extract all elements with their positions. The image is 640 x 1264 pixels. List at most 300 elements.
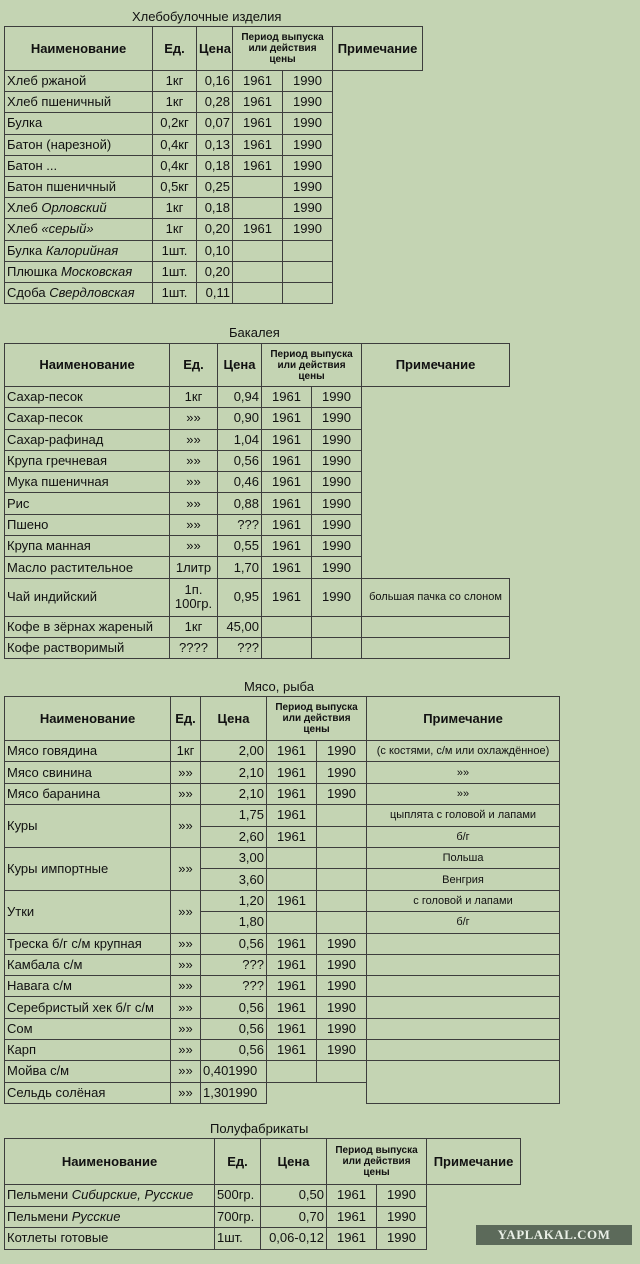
table-row <box>5 976 560 997</box>
item-period-to: 1990 <box>312 450 362 471</box>
item-unit: »» <box>171 762 201 783</box>
item-name <box>5 557 170 578</box>
item-unit: 1шт. <box>153 240 197 261</box>
item-name <box>5 240 153 261</box>
header-name: Наименование <box>5 27 153 71</box>
item-period-to <box>317 890 367 911</box>
item-period-from <box>233 176 283 197</box>
item-period-from: 1961 <box>267 890 317 911</box>
item-unit: »» <box>170 450 218 471</box>
item-unit: ???? <box>170 637 218 658</box>
table-row <box>5 1061 560 1082</box>
item-name <box>5 71 153 92</box>
header-name: Наименование <box>5 697 171 741</box>
item-name-text: Кофе растворимый <box>7 640 125 656</box>
item-period-from: 1961 <box>262 514 312 535</box>
item-name: Треска б/г с/м крупная <box>5 933 171 954</box>
item-unit: 1кг <box>153 92 197 113</box>
item-unit: »» <box>171 997 201 1018</box>
item-period-from: 1961 <box>262 493 312 514</box>
item-note: »» <box>367 762 560 783</box>
table-row <box>5 616 510 637</box>
item-name: Камбала с/м <box>5 954 171 975</box>
item-name <box>5 429 170 450</box>
item-period-to: 1990 <box>312 472 362 493</box>
item-price: 0,401990 <box>201 1061 267 1082</box>
item-period-from: 1961 <box>233 134 283 155</box>
item-name <box>5 155 153 176</box>
table-row <box>5 1040 560 1061</box>
table-row <box>5 890 560 911</box>
item-period-from: 1961 <box>267 762 317 783</box>
item-period-to: 1990 <box>377 1185 427 1207</box>
item-name-text: Булка <box>7 242 46 258</box>
item-price: 0,90 <box>218 408 262 429</box>
item-period-to <box>317 805 367 826</box>
item-unit: »» <box>171 805 201 848</box>
item-name-text: Батон (нарезной) <box>7 136 112 152</box>
empty-area <box>267 1082 367 1103</box>
item-period-to: 1990 <box>312 408 362 429</box>
table-row <box>5 933 560 954</box>
item-name <box>5 134 153 155</box>
item-period-to: 1990 <box>377 1228 427 1250</box>
table-row <box>5 997 560 1018</box>
item-period-to: 1990 <box>312 387 362 408</box>
item-period-to: 1990 <box>317 976 367 997</box>
item-period-to: 1990 <box>283 134 333 155</box>
item-period-merged-2 <box>317 1061 367 1082</box>
item-unit: »» <box>170 536 218 557</box>
item-period-to: 1990 <box>317 1018 367 1039</box>
table-row <box>5 783 560 804</box>
item-name <box>5 578 170 616</box>
header-price: Цена <box>261 1139 327 1185</box>
item-name <box>5 176 153 197</box>
item-unit: 0,4кг <box>153 134 197 155</box>
item-name-italic: Калорийная <box>45 242 119 258</box>
item-period-to <box>283 282 333 303</box>
item-price: ??? <box>201 954 267 975</box>
item-unit: »» <box>171 1018 201 1039</box>
item-price: 0,56 <box>201 1040 267 1061</box>
item-price: 0,10 <box>197 240 233 261</box>
item-price: 0,88 <box>218 493 262 514</box>
item-name <box>5 387 170 408</box>
header-period: Период выпуска или действия цены <box>267 697 367 741</box>
item-name-text: Крупа гречневая <box>7 453 108 469</box>
item-price: 0,28 <box>197 92 233 113</box>
item-unit: »» <box>171 847 201 890</box>
item-name: Куры импортные <box>5 847 171 890</box>
item-price: 0,56 <box>201 933 267 954</box>
table-row <box>5 637 510 658</box>
item-unit: 1п. 100гр. <box>170 578 218 616</box>
item-name-text: Сахар-песок <box>7 410 83 426</box>
item-period-merged <box>267 1061 317 1082</box>
item-name: Утки <box>5 890 171 933</box>
item-price: 0,18 <box>197 155 233 176</box>
item-name-text: Хлеб <box>7 221 42 237</box>
header-unit: Ед. <box>170 344 218 387</box>
item-period-from <box>233 282 283 303</box>
item-unit: »» <box>170 472 218 493</box>
item-name <box>5 198 153 219</box>
item-name: Сельдь солёная <box>5 1082 171 1103</box>
item-price: 2,10 <box>201 783 267 804</box>
item-unit: 500гр. <box>215 1185 261 1207</box>
item-price: 0,06-0,12 <box>261 1228 327 1250</box>
item-period-from: 1961 <box>233 219 283 240</box>
item-price: 0,55 <box>218 536 262 557</box>
item-name <box>5 1185 215 1207</box>
item-unit: »» <box>170 408 218 429</box>
item-price: 0,70 <box>261 1206 327 1228</box>
item-period-to: 1990 <box>312 429 362 450</box>
item-name-text: Котлеты готовые <box>7 1230 109 1246</box>
item-price: 2,10 <box>201 762 267 783</box>
item-price: 0,50 <box>261 1185 327 1207</box>
item-price: 0,56 <box>218 450 262 471</box>
item-period-to <box>317 847 367 868</box>
item-name-italic: Сибирские, Русские <box>71 1187 194 1203</box>
item-price: 0,20 <box>197 219 233 240</box>
table-row <box>5 954 560 975</box>
item-name-italic: «серый» <box>41 221 94 237</box>
item-name-text: Мясо говядина <box>7 743 98 759</box>
item-period-to <box>317 912 367 933</box>
item-price: 0,94 <box>218 387 262 408</box>
item-unit: 0,4кг <box>153 155 197 176</box>
item-name <box>5 762 171 783</box>
item-name-italic: Орловский <box>41 200 107 216</box>
item-period-from: 1961 <box>267 741 317 762</box>
item-name-text: Батон пшеничный <box>7 179 117 195</box>
item-name-text: Булка <box>7 115 43 131</box>
item-note: (с костями, с/м или охлаждённое) <box>367 741 560 762</box>
item-name: Мойва с/м <box>5 1061 171 1082</box>
item-note <box>367 976 560 997</box>
item-period-to: 1990 <box>312 578 362 616</box>
item-name-text: Батон ... <box>7 157 58 173</box>
item-note: б/г <box>367 912 560 933</box>
grocery-table <box>4 343 510 659</box>
item-period-from: 1961 <box>267 826 317 847</box>
item-period-from: 1961 <box>233 71 283 92</box>
header-name: Наименование <box>5 1139 215 1185</box>
header-note: Примечание <box>362 344 510 387</box>
item-unit: »» <box>171 976 201 997</box>
item-period-from: 1961 <box>233 113 283 134</box>
item-price: 0,16 <box>197 71 233 92</box>
item-note: Польша <box>367 847 560 868</box>
item-note: б/г <box>367 826 560 847</box>
item-name <box>5 92 153 113</box>
item-period-from: 1961 <box>267 954 317 975</box>
item-name <box>5 493 170 514</box>
item-price: ??? <box>218 514 262 535</box>
item-name <box>5 408 170 429</box>
item-name <box>5 450 170 471</box>
item-name-italic: Московская <box>60 263 133 279</box>
item-period-to: 1990 <box>283 176 333 197</box>
item-period-from <box>233 261 283 282</box>
item-unit: »» <box>170 493 218 514</box>
item-period-from <box>262 616 312 637</box>
item-name-text: Хлеб пшеничный <box>7 94 112 110</box>
item-note <box>367 1061 560 1104</box>
table-row <box>5 71 423 92</box>
item-period-to <box>283 240 333 261</box>
item-price: 0,20 <box>197 261 233 282</box>
item-name-italic: Свердловская <box>49 284 135 300</box>
item-unit: 0,2кг <box>153 113 197 134</box>
item-period-from: 1961 <box>327 1206 377 1228</box>
item-period-from: 1961 <box>267 783 317 804</box>
item-period-from: 1961 <box>233 92 283 113</box>
item-name-text: Мясо свинина <box>7 764 92 780</box>
item-period-from: 1961 <box>267 1040 317 1061</box>
table-row <box>5 1018 560 1039</box>
item-note: Венгрия <box>367 869 560 890</box>
header-price: Цена <box>201 697 267 741</box>
item-name <box>5 1228 215 1250</box>
item-name <box>5 219 153 240</box>
item-period-from <box>267 869 317 890</box>
item-price: 0,25 <box>197 176 233 197</box>
item-period-to <box>312 637 362 658</box>
item-price: 3,60 <box>201 869 267 890</box>
item-name: Навага с/м <box>5 976 171 997</box>
item-period-from: 1961 <box>262 408 312 429</box>
item-unit: 1шт. <box>215 1228 261 1250</box>
item-price: 1,20 <box>201 890 267 911</box>
item-unit: »» <box>170 429 218 450</box>
item-note: »» <box>367 783 560 804</box>
item-period-to: 1990 <box>312 514 362 535</box>
item-price: 1,04 <box>218 429 262 450</box>
item-period-to: 1990 <box>317 997 367 1018</box>
item-note: с головой и лапами <box>367 890 560 911</box>
item-unit: 1литр <box>170 557 218 578</box>
item-note <box>367 1040 560 1061</box>
item-period-to: 1990 <box>377 1206 427 1228</box>
semi-section-title: Полуфабрикаты <box>210 1121 309 1136</box>
item-note <box>362 637 510 658</box>
item-price: 2,60 <box>201 826 267 847</box>
table-row <box>5 387 510 408</box>
table-row <box>5 762 560 783</box>
item-name-text: Плюшка <box>7 263 61 279</box>
item-period-to <box>317 869 367 890</box>
item-name-text: Чай индийский <box>7 589 98 605</box>
item-price: 0,56 <box>201 997 267 1018</box>
item-name-text: Сдоба <box>7 284 50 300</box>
item-period-to <box>317 826 367 847</box>
item-period-from: 1961 <box>262 450 312 471</box>
item-unit: 700гр. <box>215 1206 261 1228</box>
item-name-text: Рис <box>7 495 30 511</box>
item-note <box>367 954 560 975</box>
item-note: большая пачка со слоном <box>362 578 510 616</box>
item-period-from: 1961 <box>262 472 312 493</box>
item-unit: »» <box>171 933 201 954</box>
table-row <box>5 847 560 868</box>
item-name: Куры <box>5 805 171 848</box>
item-name-text: Хлеб ржаной <box>7 73 87 89</box>
item-name <box>5 113 153 134</box>
item-name-text: Крупа манная <box>7 538 91 554</box>
item-price: 3,00 <box>201 847 267 868</box>
header-period: Период выпуска или действия цены <box>262 344 362 387</box>
item-price: ??? <box>218 637 262 658</box>
item-period-to: 1990 <box>283 198 333 219</box>
item-price: 0,18 <box>197 198 233 219</box>
grocery-section-title: Бакалея <box>229 325 280 340</box>
item-period-from: 1961 <box>267 1018 317 1039</box>
note-empty-area <box>362 387 510 579</box>
note-empty-area <box>333 71 423 304</box>
item-period-from: 1961 <box>262 578 312 616</box>
item-price: ??? <box>201 976 267 997</box>
item-note <box>362 616 510 637</box>
item-period-to: 1990 <box>317 933 367 954</box>
header-price: Цена <box>197 27 233 71</box>
item-price: 0,95 <box>218 578 262 616</box>
header-note: Примечание <box>367 697 560 741</box>
item-period-to: 1990 <box>317 1040 367 1061</box>
item-period-from: 1961 <box>327 1228 377 1250</box>
item-period-to: 1990 <box>317 783 367 804</box>
table-row <box>5 805 560 826</box>
header-note: Примечание <box>427 1139 521 1185</box>
item-period-from: 1961 <box>262 429 312 450</box>
item-period-from <box>267 847 317 868</box>
item-period-from <box>233 240 283 261</box>
table-row <box>5 1185 521 1207</box>
meat-table <box>4 696 560 1104</box>
item-name <box>5 1206 215 1228</box>
item-period-from: 1961 <box>262 387 312 408</box>
item-unit: 0,5кг <box>153 176 197 197</box>
item-price: 1,70 <box>218 557 262 578</box>
header-unit: Ед. <box>171 697 201 741</box>
item-name <box>5 514 170 535</box>
item-price: 0,13 <box>197 134 233 155</box>
item-period-to: 1990 <box>312 557 362 578</box>
item-period-from: 1961 <box>267 976 317 997</box>
item-name-text: Мясо баранина <box>7 785 101 801</box>
item-period-to: 1990 <box>283 92 333 113</box>
header-period: Период выпуска или действия цены <box>327 1139 427 1185</box>
item-name <box>5 637 170 658</box>
item-name <box>5 536 170 557</box>
item-unit: »» <box>171 783 201 804</box>
item-period-to <box>312 616 362 637</box>
item-period-from: 1961 <box>233 155 283 176</box>
item-period-to: 1990 <box>283 71 333 92</box>
item-unit: »» <box>170 514 218 535</box>
item-name: Карп <box>5 1040 171 1061</box>
item-price: 1,75 <box>201 805 267 826</box>
item-period-from <box>262 637 312 658</box>
item-name-italic: Русские <box>71 1208 121 1224</box>
item-period-to: 1990 <box>312 536 362 557</box>
item-unit: 1кг <box>153 71 197 92</box>
item-period-from: 1961 <box>267 933 317 954</box>
item-period-to: 1990 <box>283 219 333 240</box>
item-unit: 1шт. <box>153 282 197 303</box>
header-unit: Ед. <box>153 27 197 71</box>
item-price: 1,301990 <box>201 1082 267 1103</box>
item-price: 1,80 <box>201 912 267 933</box>
watermark-logo: YAPLAKAL.COM <box>476 1225 632 1245</box>
item-unit: 1кг <box>170 387 218 408</box>
item-name <box>5 616 170 637</box>
item-note <box>367 997 560 1018</box>
header-price: Цена <box>218 344 262 387</box>
item-note <box>367 1018 560 1039</box>
item-unit: 1шт. <box>153 261 197 282</box>
item-period-to: 1990 <box>312 493 362 514</box>
item-unit: »» <box>171 1061 201 1082</box>
item-name-text: Пельмени <box>7 1208 72 1224</box>
item-period-from: 1961 <box>262 536 312 557</box>
header-name: Наименование <box>5 344 170 387</box>
item-note <box>367 933 560 954</box>
item-name-text: Пельмени <box>7 1187 72 1203</box>
item-price: 0,56 <box>201 1018 267 1039</box>
item-unit: »» <box>171 1040 201 1061</box>
item-period-from: 1961 <box>267 997 317 1018</box>
item-period-to: 1990 <box>317 762 367 783</box>
table-row <box>5 741 560 762</box>
item-period-from: 1961 <box>327 1185 377 1207</box>
item-period-to: 1990 <box>283 113 333 134</box>
item-price: 0,11 <box>197 282 233 303</box>
item-period-from: 1961 <box>267 805 317 826</box>
item-unit: 1кг <box>170 616 218 637</box>
item-name <box>5 472 170 493</box>
item-price: 45,00 <box>218 616 262 637</box>
header-note: Примечание <box>333 27 423 71</box>
item-name <box>5 783 171 804</box>
item-unit: »» <box>171 890 201 933</box>
item-period-to <box>283 261 333 282</box>
item-unit: 1кг <box>153 219 197 240</box>
item-unit: 1кг <box>171 741 201 762</box>
item-name-text: Масло растительное <box>7 559 134 575</box>
meat-section-title: Мясо, рыба <box>244 679 314 694</box>
item-name-text: Мука пшеничная <box>7 474 109 490</box>
item-period-from <box>267 912 317 933</box>
item-name: Сом <box>5 1018 171 1039</box>
item-period-from: 1961 <box>262 557 312 578</box>
item-name-text: Сахар-песок <box>7 389 83 405</box>
item-period-to: 1990 <box>283 155 333 176</box>
item-name-text: Пшено <box>7 516 49 532</box>
item-name-text: Сахар-рафинад <box>7 431 104 447</box>
item-unit: 1кг <box>153 198 197 219</box>
bread-section-title: Хлебобулочные изделия <box>132 9 282 24</box>
item-name: Серебристый хек б/г с/м <box>5 997 171 1018</box>
item-period-from <box>233 198 283 219</box>
header-unit: Ед. <box>215 1139 261 1185</box>
item-name-text: Кофе в зёрнах жареный <box>7 618 153 634</box>
item-name <box>5 741 171 762</box>
item-name <box>5 261 153 282</box>
header-period: Период выпуска или действия цены <box>233 27 333 71</box>
